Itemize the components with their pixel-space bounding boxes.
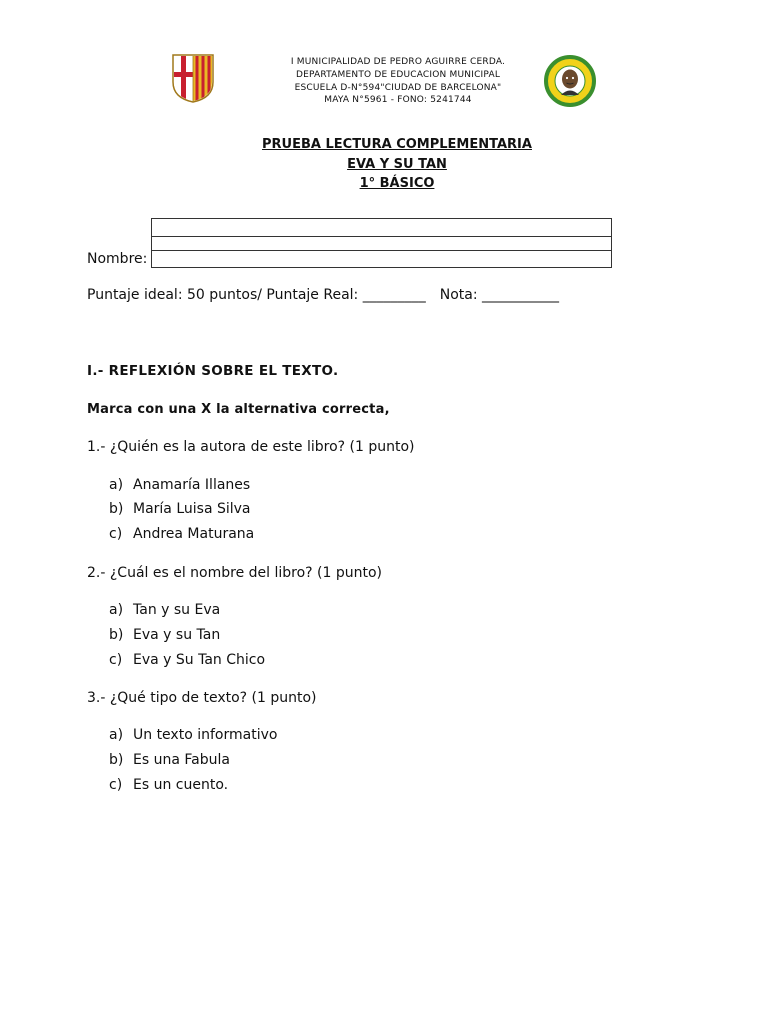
option-text: Tan y su Eva: [133, 602, 221, 618]
option-2b[interactable]: [109, 627, 220, 643]
option-letter: c): [109, 652, 123, 668]
name-box-divider: [152, 250, 611, 251]
option-letter: c): [109, 526, 123, 542]
option-text: Andrea Maturana: [133, 526, 255, 542]
name-label: Nombre:: [87, 251, 148, 267]
option-3c[interactable]: [109, 777, 228, 793]
option-letter: c): [109, 777, 123, 793]
option-3b[interactable]: [109, 752, 230, 768]
option-1b[interactable]: [109, 501, 251, 517]
exam-title: [200, 135, 594, 194]
instruction-text: Marca con una X la alternativa correcta,: [87, 402, 390, 417]
grade-text: Nota: ___________: [439, 287, 559, 303]
question-2: 2.- ¿Cuál es el nombre del libro? (1 punto): [87, 565, 383, 581]
option-letter: b): [109, 752, 124, 768]
name-box-divider: [152, 236, 611, 237]
header-line-4: MAYA N°5961 - FONO: 5241744: [324, 95, 472, 106]
option-1c[interactable]: [109, 526, 254, 542]
header-line-1: I MUNICIPALIDAD DE PEDRO AGUIRRE CERDA.: [290, 57, 506, 67]
option-text: Eva y Su Tan Chico: [133, 652, 266, 668]
municipal-seal-icon: [544, 55, 596, 107]
title-line-3: 1° BÁSICO: [359, 176, 435, 191]
school-header: [260, 56, 536, 107]
option-text: Anamaría Illanes: [133, 477, 251, 493]
question-1: 1.- ¿Quién es la autora de este libro? (1 punto): [87, 439, 415, 455]
option-text: Eva y su Tan: [133, 627, 221, 643]
option-letter: a): [109, 477, 124, 493]
option-2c[interactable]: [109, 652, 265, 668]
option-letter: a): [109, 602, 124, 618]
header-line-2: DEPARTAMENTO DE EDUCACION MUNICIPAL: [295, 69, 501, 80]
option-text: Es una Fabula: [133, 752, 230, 768]
option-letter: b): [109, 501, 124, 517]
title-line-1: PRUEBA LECTURA COMPLEMENTARIA: [262, 137, 532, 152]
question-3: 3.- ¿Qué tipo de texto? (1 punto): [87, 690, 317, 706]
header-line-3: ESCUELA D-N°594"CIUDAD DE BARCELONA": [294, 82, 502, 93]
option-letter: a): [109, 727, 124, 743]
option-text: Es un cuento.: [133, 777, 229, 793]
title-line-2: EVA Y SU TAN: [347, 156, 447, 172]
option-3a[interactable]: [109, 727, 277, 743]
section-heading: I.- REFLEXIÓN SOBRE EL TEXTO.: [87, 363, 339, 379]
score-line: [87, 287, 559, 303]
option-1a[interactable]: [109, 477, 250, 493]
option-letter: b): [109, 627, 124, 643]
option-2a[interactable]: [109, 602, 220, 618]
option-text: Un texto informativo: [133, 727, 278, 743]
name-field[interactable]: [151, 218, 612, 268]
option-text: María Luisa Silva: [133, 501, 251, 517]
score-ideal-text: Puntaje ideal: 50 puntos/ Puntaje Real: _________: [87, 287, 426, 303]
barcelona-shield-icon: [170, 52, 216, 104]
